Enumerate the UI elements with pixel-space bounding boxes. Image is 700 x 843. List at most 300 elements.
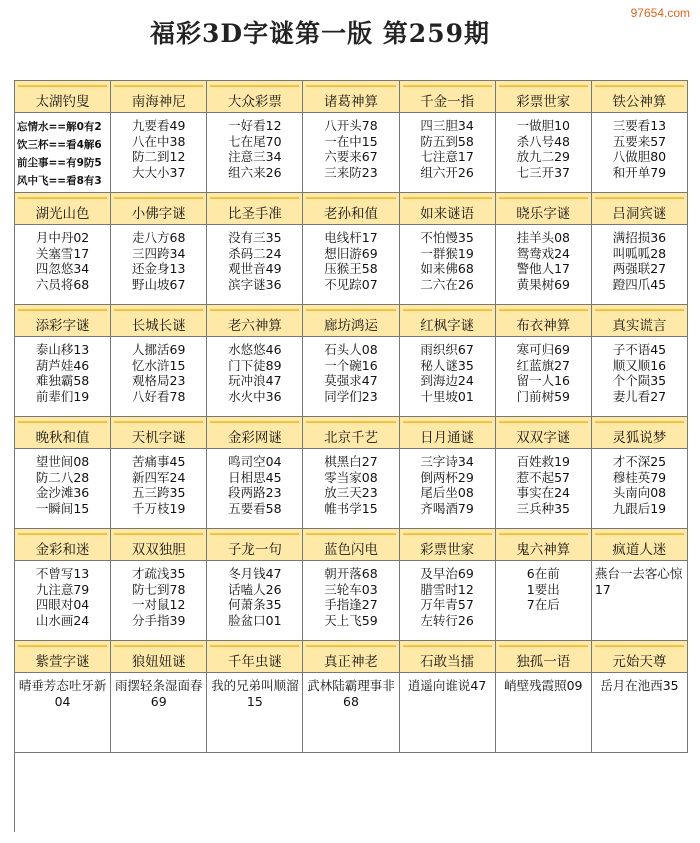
section-title: 南海神尼 xyxy=(114,85,203,110)
riddle-line: 七三开37 xyxy=(516,164,570,180)
section-content xyxy=(207,673,303,753)
section-header xyxy=(111,417,207,449)
section-title: 紫萱字谜 xyxy=(18,645,107,670)
riddle-line: 关塞雪17 xyxy=(35,245,90,261)
section-header xyxy=(207,417,303,449)
section-title: 千年虫谜 xyxy=(210,645,299,670)
riddle-line: 前尘事==有9防5 xyxy=(17,157,102,169)
riddle-line: 尾后坐08 xyxy=(420,485,474,500)
riddle-lines xyxy=(420,566,473,628)
riddle-line: 九注意79 xyxy=(35,581,90,597)
riddle-lines xyxy=(36,454,89,516)
riddle-line: 苦痛事45 xyxy=(132,454,186,469)
section-title: 如来谜语 xyxy=(403,197,492,222)
riddle-line: 话嗑人26 xyxy=(228,581,282,597)
riddle-line: 压猴王58 xyxy=(324,261,378,276)
riddle-lines xyxy=(228,118,281,180)
site-watermark: 97654.com xyxy=(630,6,690,20)
riddle-line: 齐喝酒79 xyxy=(420,500,474,516)
section-title: 太湖钓叟 xyxy=(18,85,107,110)
section-header xyxy=(303,641,399,673)
section-content xyxy=(496,449,592,529)
riddle-line: 观世音49 xyxy=(228,261,282,276)
riddle-line: 棋黑白27 xyxy=(324,454,378,469)
riddle-lines xyxy=(132,118,185,180)
riddle-line: 五要来57 xyxy=(612,133,667,149)
riddle-line: 1要出 xyxy=(526,581,560,597)
riddle-line: 才不深25 xyxy=(612,454,667,469)
section-title: 石敢当擂 xyxy=(403,645,492,670)
riddle-line: 鸣司空04 xyxy=(228,454,282,469)
riddle-lines xyxy=(324,230,377,292)
riddle-line: 三字诗34 xyxy=(420,454,474,469)
riddle-line: 6在前 xyxy=(526,566,560,581)
riddle-line: 滨字谜36 xyxy=(228,276,282,292)
section-content xyxy=(592,225,688,305)
section-header xyxy=(111,193,207,225)
riddle-lines xyxy=(324,118,377,180)
section-header xyxy=(303,193,399,225)
riddle-line: 三兵种35 xyxy=(516,500,570,516)
section-title: 彩票世家 xyxy=(499,85,588,110)
section-content xyxy=(400,337,496,417)
riddle-line: 新四军24 xyxy=(132,469,186,485)
riddle-line: 七注意17 xyxy=(420,149,474,164)
section-header xyxy=(111,529,207,561)
section-title: 金彩和迷 xyxy=(18,533,107,558)
section-header xyxy=(400,641,496,673)
riddle-line: 子不语45 xyxy=(612,342,667,357)
section-content xyxy=(592,561,688,641)
section-title: 双双独胆 xyxy=(114,533,203,558)
riddle-lines xyxy=(324,342,377,404)
section-content xyxy=(496,225,592,305)
section-content xyxy=(207,225,303,305)
section-title: 布衣神算 xyxy=(499,309,588,334)
section-title: 廊坊鸿运 xyxy=(306,309,395,334)
section-content xyxy=(496,337,592,417)
section-header xyxy=(400,417,496,449)
section-header xyxy=(303,305,399,337)
riddle-lines xyxy=(324,454,377,516)
riddle-line: 杀码二24 xyxy=(228,245,282,261)
riddle-line: 寒可归69 xyxy=(516,342,570,357)
riddle-line: 不曾写13 xyxy=(35,566,90,581)
riddle-line: 四忽悠34 xyxy=(35,261,90,276)
riddle-line: 九要看49 xyxy=(132,118,186,133)
section-content xyxy=(15,673,111,753)
riddle-line: 防七到78 xyxy=(132,581,186,597)
riddle-poem: 逍遥向谁说47 xyxy=(407,678,487,693)
section-header xyxy=(15,81,111,113)
section-content xyxy=(303,225,399,305)
riddle-line: 同学们23 xyxy=(324,388,378,404)
riddle-lines xyxy=(228,566,281,628)
section-content xyxy=(592,113,688,193)
section-title: 北京千艺 xyxy=(306,421,395,446)
section-header xyxy=(111,305,207,337)
riddle-line: 和开单79 xyxy=(612,164,667,180)
riddle-line: 挂羊头08 xyxy=(516,230,570,245)
riddle-line: 事实在24 xyxy=(516,485,570,500)
riddle-line: 水悠悠46 xyxy=(228,342,282,357)
section-content xyxy=(496,113,592,193)
riddle-line: 满招损36 xyxy=(612,230,667,245)
section-content xyxy=(207,337,303,417)
riddle-line: 帷书学15 xyxy=(324,500,378,516)
riddle-line: 天上飞59 xyxy=(324,612,378,628)
section-content xyxy=(111,673,207,753)
section-content xyxy=(207,449,303,529)
riddle-line: 野山坡67 xyxy=(132,276,186,292)
section-content xyxy=(207,561,303,641)
riddle-lines xyxy=(613,342,666,404)
section-title: 日月通谜 xyxy=(403,421,492,446)
riddle-line: 泰山移13 xyxy=(35,342,90,357)
riddle-line: 叫呱呱28 xyxy=(612,245,667,261)
riddle-line: 及早治69 xyxy=(420,566,474,581)
section-header xyxy=(400,193,496,225)
riddle-line: 三要看13 xyxy=(612,118,667,133)
section-header xyxy=(15,305,111,337)
riddle-line: 雨织织67 xyxy=(420,342,474,357)
riddle-poem: 雨摆轻条湿面春69 xyxy=(114,678,203,709)
section-content xyxy=(207,113,303,193)
section-title: 灵狐说梦 xyxy=(595,421,684,446)
riddle-line: 段两路23 xyxy=(228,485,282,500)
riddle-lines xyxy=(132,230,185,292)
section-title: 金彩网谜 xyxy=(210,421,299,446)
riddle-line: 注意三34 xyxy=(228,149,282,164)
riddle-line: 留一人16 xyxy=(516,373,570,388)
riddle-line: 还金身13 xyxy=(132,261,186,276)
riddle-line: 大大小37 xyxy=(132,164,186,180)
riddle-line: 山水画24 xyxy=(35,612,90,628)
section-header xyxy=(303,81,399,113)
riddle-line: 万年青57 xyxy=(420,597,474,612)
section-content xyxy=(15,449,111,529)
section-title: 老六神算 xyxy=(210,309,299,334)
riddle-line: 倒两杯29 xyxy=(420,469,474,485)
section-header xyxy=(207,305,303,337)
section-title: 真正神老 xyxy=(306,645,395,670)
riddle-line: 秘人谜35 xyxy=(420,357,474,373)
riddle-line: 警他人17 xyxy=(516,261,570,276)
riddle-line: 八做胆80 xyxy=(612,149,667,164)
riddle-line: 左转行26 xyxy=(420,612,474,628)
section-header xyxy=(400,81,496,113)
riddle-line: 千万枝19 xyxy=(132,500,186,516)
riddle-lines xyxy=(517,454,570,516)
riddle-line: 前辈们19 xyxy=(35,388,90,404)
riddle-poem: 峭壁残霞照09 xyxy=(504,678,583,693)
section-title: 双双字谜 xyxy=(499,421,588,446)
section-title: 铁公神算 xyxy=(595,85,684,110)
section-content xyxy=(303,113,399,193)
riddle-lines xyxy=(517,342,570,404)
riddle-lines xyxy=(420,118,473,180)
riddle-line: 放三天23 xyxy=(324,485,378,500)
riddle-line: 没有三35 xyxy=(228,230,282,245)
section-title: 蓝色闪电 xyxy=(306,533,395,558)
riddle-lines xyxy=(132,342,185,404)
section-header xyxy=(111,81,207,113)
riddle-line: 忆水浒15 xyxy=(132,357,186,373)
section-content xyxy=(400,225,496,305)
section-header xyxy=(303,529,399,561)
riddle-line: 水火中36 xyxy=(228,388,282,404)
section-title: 长城长谜 xyxy=(114,309,203,334)
riddle-line: 腊雪时12 xyxy=(420,581,474,597)
riddle-line: 五要看58 xyxy=(228,500,282,516)
riddle-lines xyxy=(228,230,281,292)
riddle-lines xyxy=(517,230,570,292)
riddle-poem: 我的兄弟叫顺溜15 xyxy=(211,678,299,709)
riddle-line: 人挪活69 xyxy=(132,342,186,357)
riddle-lines xyxy=(517,118,570,180)
riddle-lines xyxy=(17,118,102,190)
riddle-line: 冬月钱47 xyxy=(228,566,282,581)
riddle-line: 防五到58 xyxy=(420,133,474,149)
riddle-line: 六要来67 xyxy=(324,149,378,164)
section-header xyxy=(592,193,688,225)
riddle-line: 石头人08 xyxy=(324,342,378,357)
section-content xyxy=(15,337,111,417)
riddle-line: 一对鼠12 xyxy=(132,597,186,612)
riddle-line: 九跟后19 xyxy=(612,500,667,516)
section-content xyxy=(592,449,688,529)
riddle-line: 放九二29 xyxy=(516,149,570,164)
riddle-line: 个个陨35 xyxy=(612,373,667,388)
section-header xyxy=(496,417,592,449)
riddle-line: 门下徒89 xyxy=(228,357,282,373)
section-header xyxy=(15,641,111,673)
section-content xyxy=(111,449,207,529)
section-header xyxy=(207,81,303,113)
riddle-line: 七在尾70 xyxy=(228,133,282,149)
section-header xyxy=(400,305,496,337)
riddle-lines xyxy=(36,230,89,292)
section-content xyxy=(15,225,111,305)
riddle-line: 朝开落68 xyxy=(324,566,378,581)
riddle-lines xyxy=(132,454,185,516)
riddle-line: 何萧条35 xyxy=(228,597,282,612)
riddle-line: 八开头78 xyxy=(324,118,378,133)
section-content xyxy=(15,561,111,641)
section-header xyxy=(496,529,592,561)
riddle-grid xyxy=(14,80,688,832)
riddle-line: 一在中15 xyxy=(324,133,378,149)
section-content xyxy=(15,113,111,193)
riddle-line: 葫芦娃46 xyxy=(35,357,90,373)
section-content xyxy=(400,561,496,641)
riddle-line: 金沙滩36 xyxy=(35,485,90,500)
riddle-poem: 岳月在池西35 xyxy=(600,678,679,693)
riddle-line: 妻儿看27 xyxy=(612,388,667,404)
riddle-line: 才疏浅35 xyxy=(132,566,186,581)
riddle-line: 杀八号48 xyxy=(516,133,570,149)
riddle-line: 百姓救19 xyxy=(516,454,570,469)
section-header xyxy=(592,305,688,337)
section-content xyxy=(592,337,688,417)
section-title: 彩票世家 xyxy=(403,533,492,558)
riddle-line: 一好看12 xyxy=(228,118,282,133)
section-title: 添彩字谜 xyxy=(18,309,107,334)
section-content xyxy=(303,561,399,641)
section-content xyxy=(303,673,399,753)
section-title: 吕洞宾谜 xyxy=(595,197,684,222)
section-content xyxy=(303,449,399,529)
riddle-line: 一做胆10 xyxy=(516,118,570,133)
section-title: 疯道人迷 xyxy=(595,533,684,558)
riddle-lines xyxy=(324,566,377,628)
section-header xyxy=(592,417,688,449)
riddle-line: 风中飞==看8有3 xyxy=(17,175,102,187)
riddle-line: 八在中38 xyxy=(132,133,186,149)
section-title: 湖光山色 xyxy=(18,197,107,222)
riddle-line: 四眼对04 xyxy=(35,597,90,612)
section-title: 元始天尊 xyxy=(595,645,684,670)
section-title: 小佛字谜 xyxy=(114,197,203,222)
section-content xyxy=(303,337,399,417)
riddle-lines xyxy=(228,454,281,516)
section-content xyxy=(496,673,592,753)
riddle-line: 黄果树69 xyxy=(516,276,570,292)
section-title: 晓乐字谜 xyxy=(499,197,588,222)
riddle-line: 望世间08 xyxy=(35,454,90,469)
riddle-lines xyxy=(420,342,473,404)
section-header xyxy=(207,529,303,561)
section-content xyxy=(111,337,207,417)
riddle-line: 蹬四爪45 xyxy=(612,276,667,292)
section-content xyxy=(400,113,496,193)
riddle-line: 头南向08 xyxy=(612,485,667,500)
riddle-line: 八好看78 xyxy=(132,388,186,404)
section-title: 诸葛神算 xyxy=(306,85,395,110)
riddle-line: 两强联27 xyxy=(612,261,667,276)
section-header xyxy=(207,193,303,225)
riddle-line: 穆桂英79 xyxy=(612,469,667,485)
riddle-line: 不见踪07 xyxy=(324,276,378,292)
section-title: 鬼六神算 xyxy=(499,533,588,558)
section-content xyxy=(400,673,496,753)
riddle-line: 二六在26 xyxy=(420,276,474,292)
section-title: 真实谎言 xyxy=(595,309,684,334)
riddle-line: 三来防23 xyxy=(324,164,378,180)
section-title: 独孤一语 xyxy=(499,645,588,670)
riddle-line: 观格局23 xyxy=(132,373,186,388)
riddle-line: 防二到12 xyxy=(132,149,186,164)
section-header xyxy=(592,529,688,561)
riddle-lines xyxy=(420,230,473,292)
riddle-line: 到海边24 xyxy=(420,373,474,388)
riddle-lines xyxy=(228,342,281,404)
riddle-line: 7在后 xyxy=(526,597,560,612)
section-header xyxy=(592,641,688,673)
riddle-line: 一个碗16 xyxy=(324,357,378,373)
section-header xyxy=(15,417,111,449)
riddle-line: 手指逢27 xyxy=(324,597,378,612)
section-header xyxy=(15,193,111,225)
section-header xyxy=(207,641,303,673)
riddle-line: 月中丹02 xyxy=(35,230,90,245)
section-content xyxy=(496,561,592,641)
riddle-line: 一瞬间15 xyxy=(35,500,90,516)
section-content xyxy=(111,113,207,193)
riddle-line: 零当家08 xyxy=(324,469,378,485)
section-content xyxy=(111,561,207,641)
riddle-lines xyxy=(132,566,185,628)
riddle-lines xyxy=(36,566,89,628)
riddle-line: 红蓝旗27 xyxy=(516,357,570,373)
riddle-line: 玩冲浪47 xyxy=(228,373,282,388)
riddle-line: 五三跨35 xyxy=(132,485,186,500)
riddle-line: 难独霸58 xyxy=(35,373,90,388)
section-title: 千金一指 xyxy=(403,85,492,110)
riddle-line: 鸳鸯戏24 xyxy=(516,245,570,261)
riddle-line: 组六来26 xyxy=(228,164,282,180)
riddle-line: 走八方68 xyxy=(132,230,186,245)
riddle-poem: 晴垂芳态吐牙新04 xyxy=(18,678,107,709)
section-header xyxy=(496,305,592,337)
riddle-line: 如来佛68 xyxy=(420,261,474,276)
section-title: 红枫字谜 xyxy=(403,309,492,334)
riddle-lines xyxy=(420,454,473,516)
section-header xyxy=(15,529,111,561)
section-content xyxy=(400,449,496,529)
riddle-line: 电线杆17 xyxy=(324,230,378,245)
section-title: 大众彩票 xyxy=(210,85,299,110)
section-title: 老孙和值 xyxy=(306,197,395,222)
riddle-line: 莫强求47 xyxy=(324,373,378,388)
section-header xyxy=(400,529,496,561)
riddle-lines xyxy=(613,454,666,516)
riddle-line: 脸盆口01 xyxy=(228,612,282,628)
section-header xyxy=(592,81,688,113)
riddle-line: 防二八28 xyxy=(35,469,90,485)
riddle-line: 三四跨34 xyxy=(132,245,186,261)
section-title: 狼妞妞谜 xyxy=(114,645,203,670)
riddle-line: 四三胆34 xyxy=(420,118,474,133)
riddle-lines xyxy=(36,342,89,404)
riddle-lines xyxy=(527,566,560,613)
section-content xyxy=(111,225,207,305)
section-header xyxy=(303,417,399,449)
section-title: 晚秋和值 xyxy=(18,421,107,446)
riddle-line: 不怕慢35 xyxy=(420,230,474,245)
section-header xyxy=(496,641,592,673)
riddle-line: 顺又顺16 xyxy=(612,357,667,373)
section-header xyxy=(496,81,592,113)
section-title: 比圣手准 xyxy=(210,197,299,222)
riddle-line: 想旧游69 xyxy=(324,245,378,261)
section-content xyxy=(592,673,688,753)
riddle-line: 组六开26 xyxy=(420,164,474,180)
riddle-line: 门前树59 xyxy=(516,388,570,404)
section-title: 天机字谜 xyxy=(114,421,203,446)
riddle-lines xyxy=(613,118,666,180)
riddle-lines xyxy=(613,230,666,292)
riddle-line: 忘情水==解0有2 xyxy=(17,121,102,133)
riddle-poem: 武林陆霸理事非68 xyxy=(307,678,395,709)
riddle-line: 分手指39 xyxy=(132,612,186,628)
section-title: 子龙一句 xyxy=(210,533,299,558)
riddle-line: 饮三杯==看4解6 xyxy=(17,139,102,151)
section-header xyxy=(111,641,207,673)
riddle-line: 一群猴19 xyxy=(420,245,474,261)
riddle-poem: 燕台一去客心惊17 xyxy=(594,566,683,597)
riddle-line: 三轮车03 xyxy=(324,581,378,597)
